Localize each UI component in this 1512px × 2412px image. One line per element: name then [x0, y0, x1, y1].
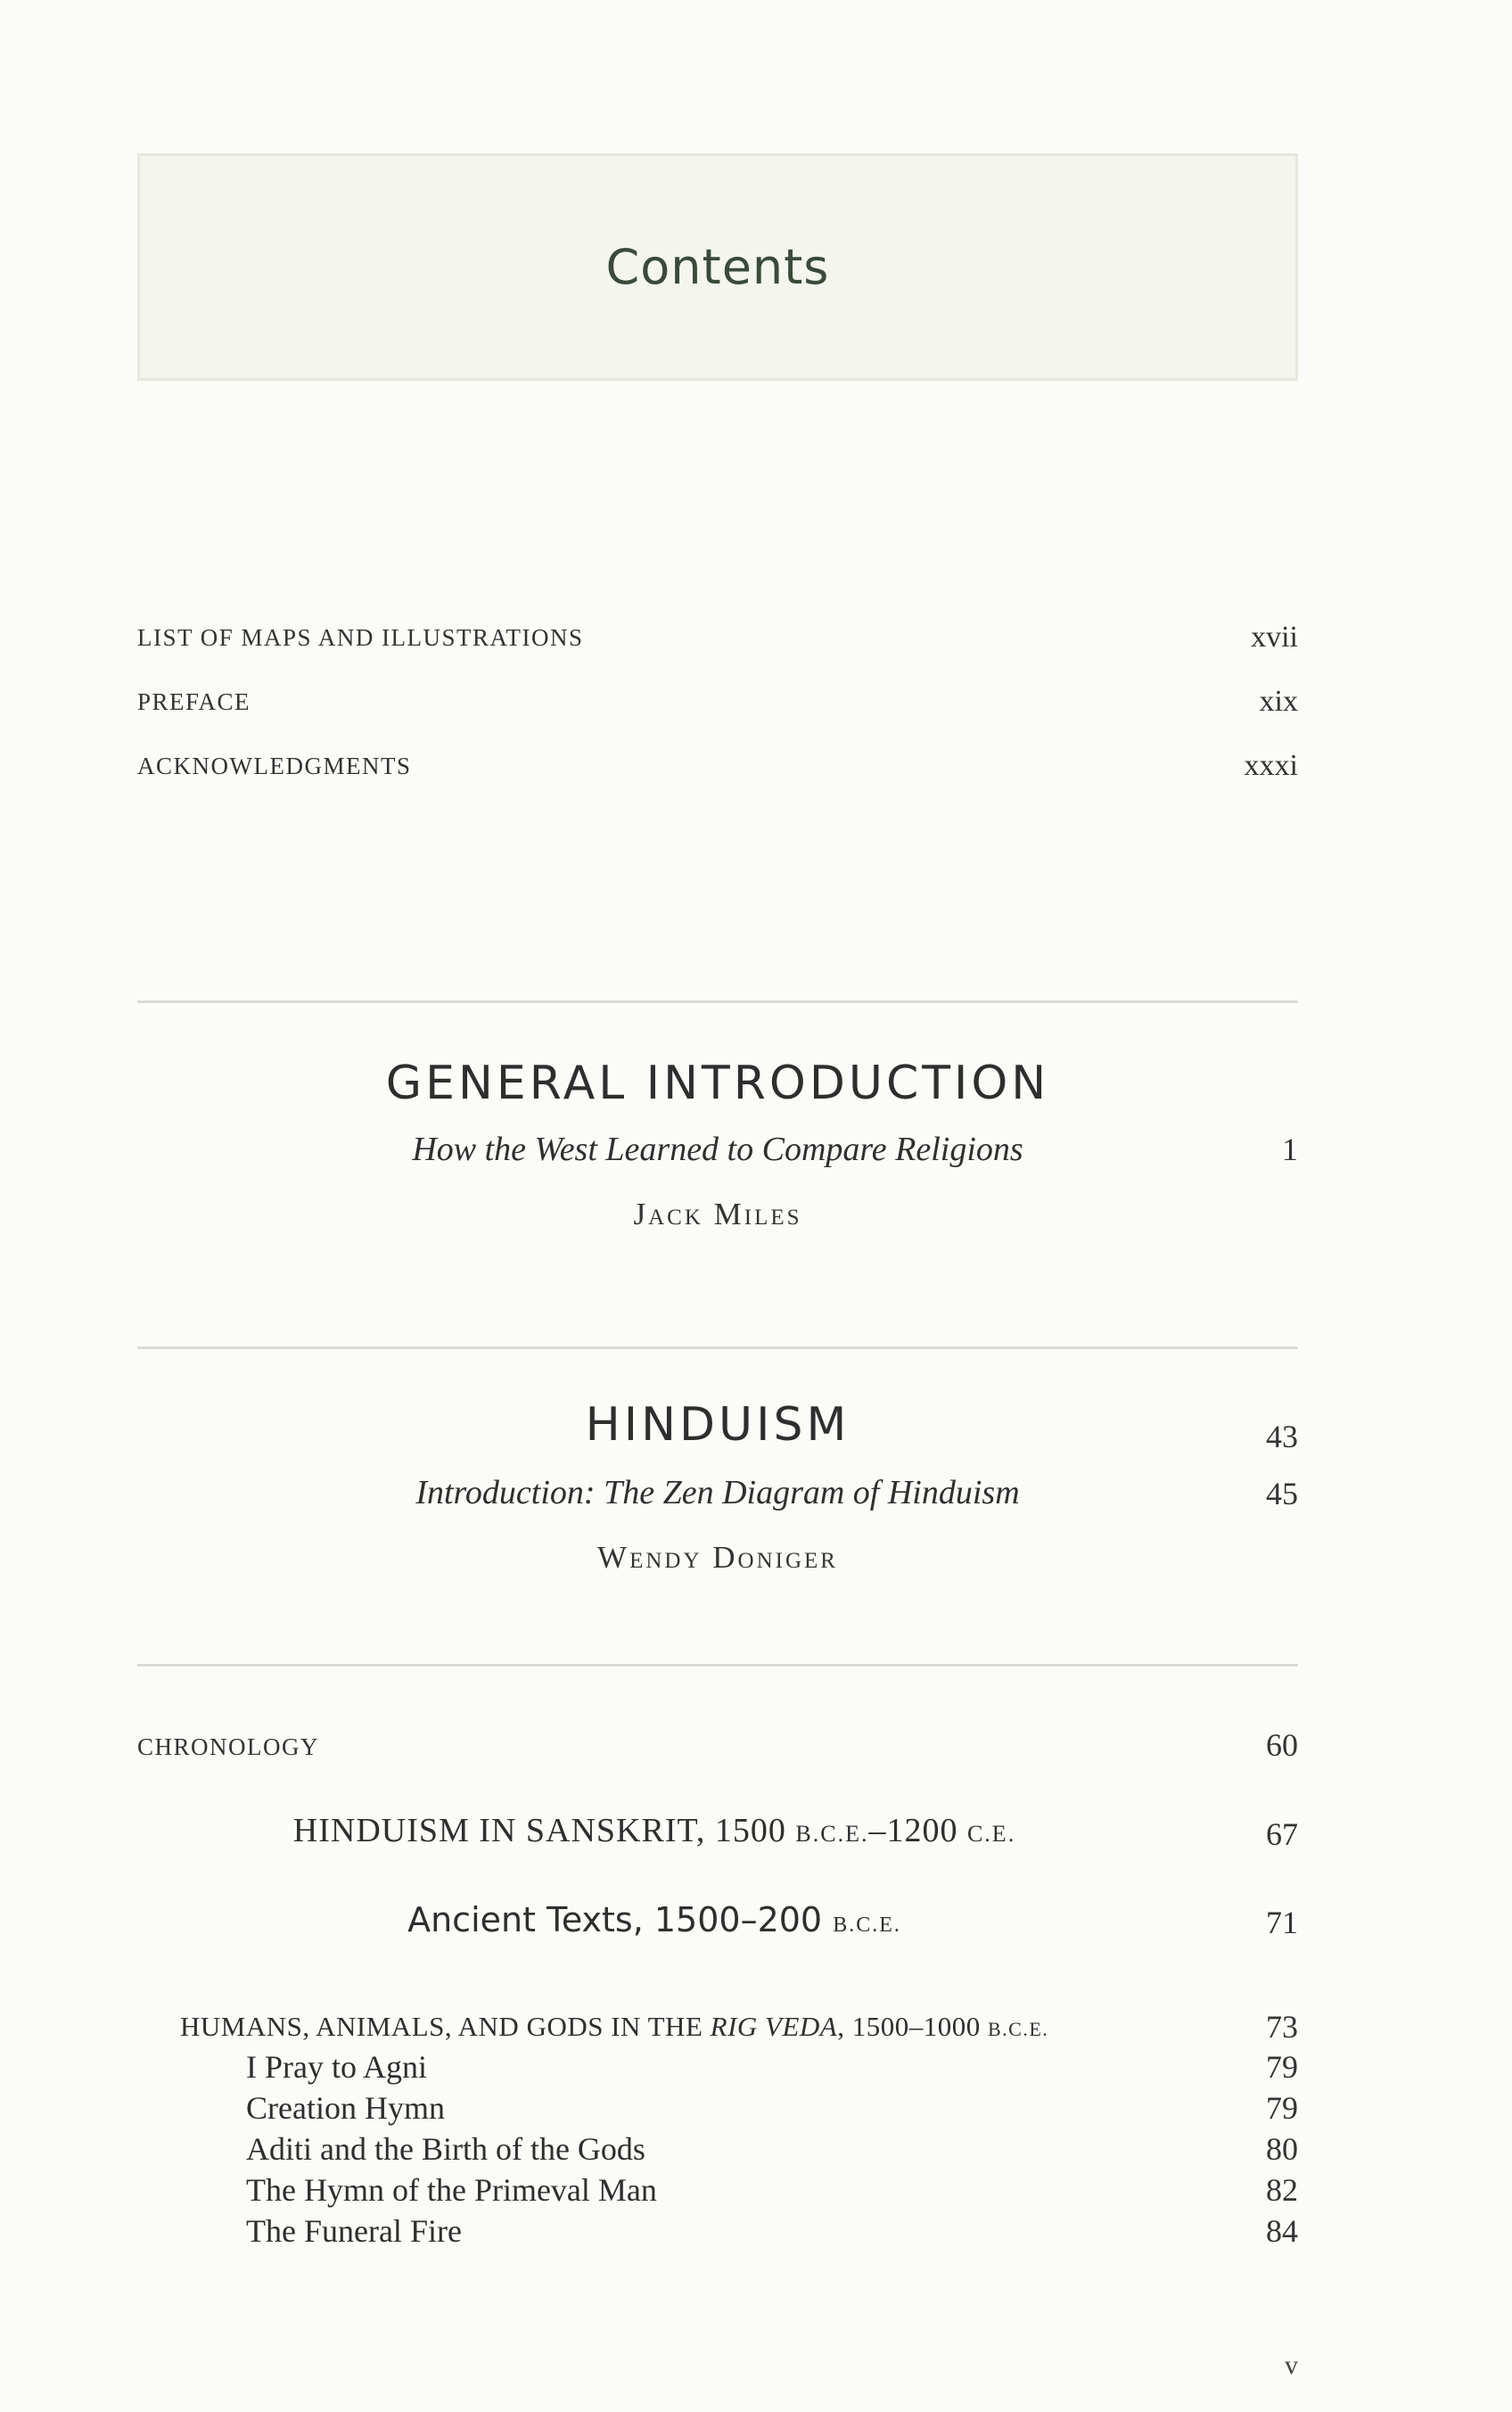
page-title: Contents — [605, 239, 830, 295]
page-number-part: 67 — [1266, 1816, 1298, 1852]
toc-entry-page: 80 — [1266, 2131, 1298, 2167]
chapter-title-ancient-texts[interactable] — [137, 1900, 1171, 1939]
section-divider — [137, 1664, 1298, 1667]
rig-veda-italic: RIG VEDA — [710, 2011, 838, 2042]
section-divider — [137, 1346, 1298, 1349]
toc-item-chronology[interactable]: CHRONOLOGY — [137, 1733, 319, 1760]
page-number-ancient-texts: 71 — [1266, 1905, 1298, 1940]
page-number-rig-veda: 73 — [1266, 2009, 1298, 2045]
toc-item-maps[interactable]: LIST OF MAPS AND ILLUSTRATIONS — [137, 624, 584, 651]
part-title-range: –1200 — [868, 1812, 958, 1849]
part-era-end: C.E. — [966, 1821, 1016, 1847]
rig-veda-suffix: , 1500–1000 — [837, 2011, 988, 2042]
toc-entry-page: 84 — [1266, 2213, 1298, 2249]
rig-veda-prefix: HUMANS, ANIMALS, AND GODS IN THE — [180, 2011, 711, 2042]
ancient-title-text: Ancient Texts, 1500–200 — [407, 1900, 823, 1939]
page-folio: v — [1285, 2350, 1298, 2380]
toc-page-maps: xvii — [1251, 621, 1298, 654]
page-number-general-introduction: 1 — [1282, 1132, 1298, 1167]
toc-item-acknowledgments[interactable]: ACKNOWLEDGMENTS — [137, 753, 412, 779]
ancient-era: B.C.E. — [833, 1914, 901, 1937]
part-era-start: B.C.E. — [795, 1821, 869, 1847]
toc-page-acknowledgments: xxxi — [1244, 749, 1298, 782]
author-jack-miles: Jack Miles — [633, 1197, 802, 1231]
toc-page-preface: xix — [1259, 685, 1298, 718]
toc-heading-rig-veda[interactable] — [180, 2011, 1048, 2043]
part-title-hinduism-in-sanskrit[interactable] — [137, 1811, 1171, 1850]
page-number-hinduism-intro: 45 — [1266, 1476, 1298, 1511]
toc-entry-page: 82 — [1266, 2172, 1298, 2208]
page-number-hinduism: 43 — [1266, 1419, 1298, 1454]
rig-veda-era: B.C.E. — [987, 2018, 1049, 2040]
toc-entry[interactable]: Creation Hymn — [246, 2090, 445, 2126]
toc-item-preface[interactable]: PREFACE — [137, 688, 251, 715]
section-title-hinduism[interactable]: HINDUISM — [585, 1398, 850, 1452]
toc-entry[interactable]: I Pray to Agni — [246, 2049, 427, 2085]
section-divider — [137, 1000, 1298, 1003]
page-number-chronology: 60 — [1266, 1727, 1298, 1763]
toc-entry[interactable]: The Funeral Fire — [246, 2213, 462, 2249]
section-subtitle-hinduism: Introduction: The Zen Diagram of Hinduism — [415, 1474, 1020, 1511]
toc-entry[interactable]: Aditi and the Birth of the Gods — [246, 2131, 645, 2167]
part-title-text: HINDUISM IN SANSKRIT, 1500 — [292, 1812, 786, 1849]
section-title-general-introduction[interactable]: GENERAL INTRODUCTION — [385, 1057, 1050, 1110]
author-wendy-doniger: Wendy Doniger — [597, 1540, 838, 1575]
toc-entry-page: 79 — [1266, 2049, 1298, 2085]
section-subtitle-general-introduction: How the West Learned to Compare Religions — [412, 1131, 1023, 1168]
toc-entry-page: 79 — [1266, 2090, 1298, 2126]
toc-entry[interactable]: The Hymn of the Primeval Man — [246, 2172, 657, 2208]
